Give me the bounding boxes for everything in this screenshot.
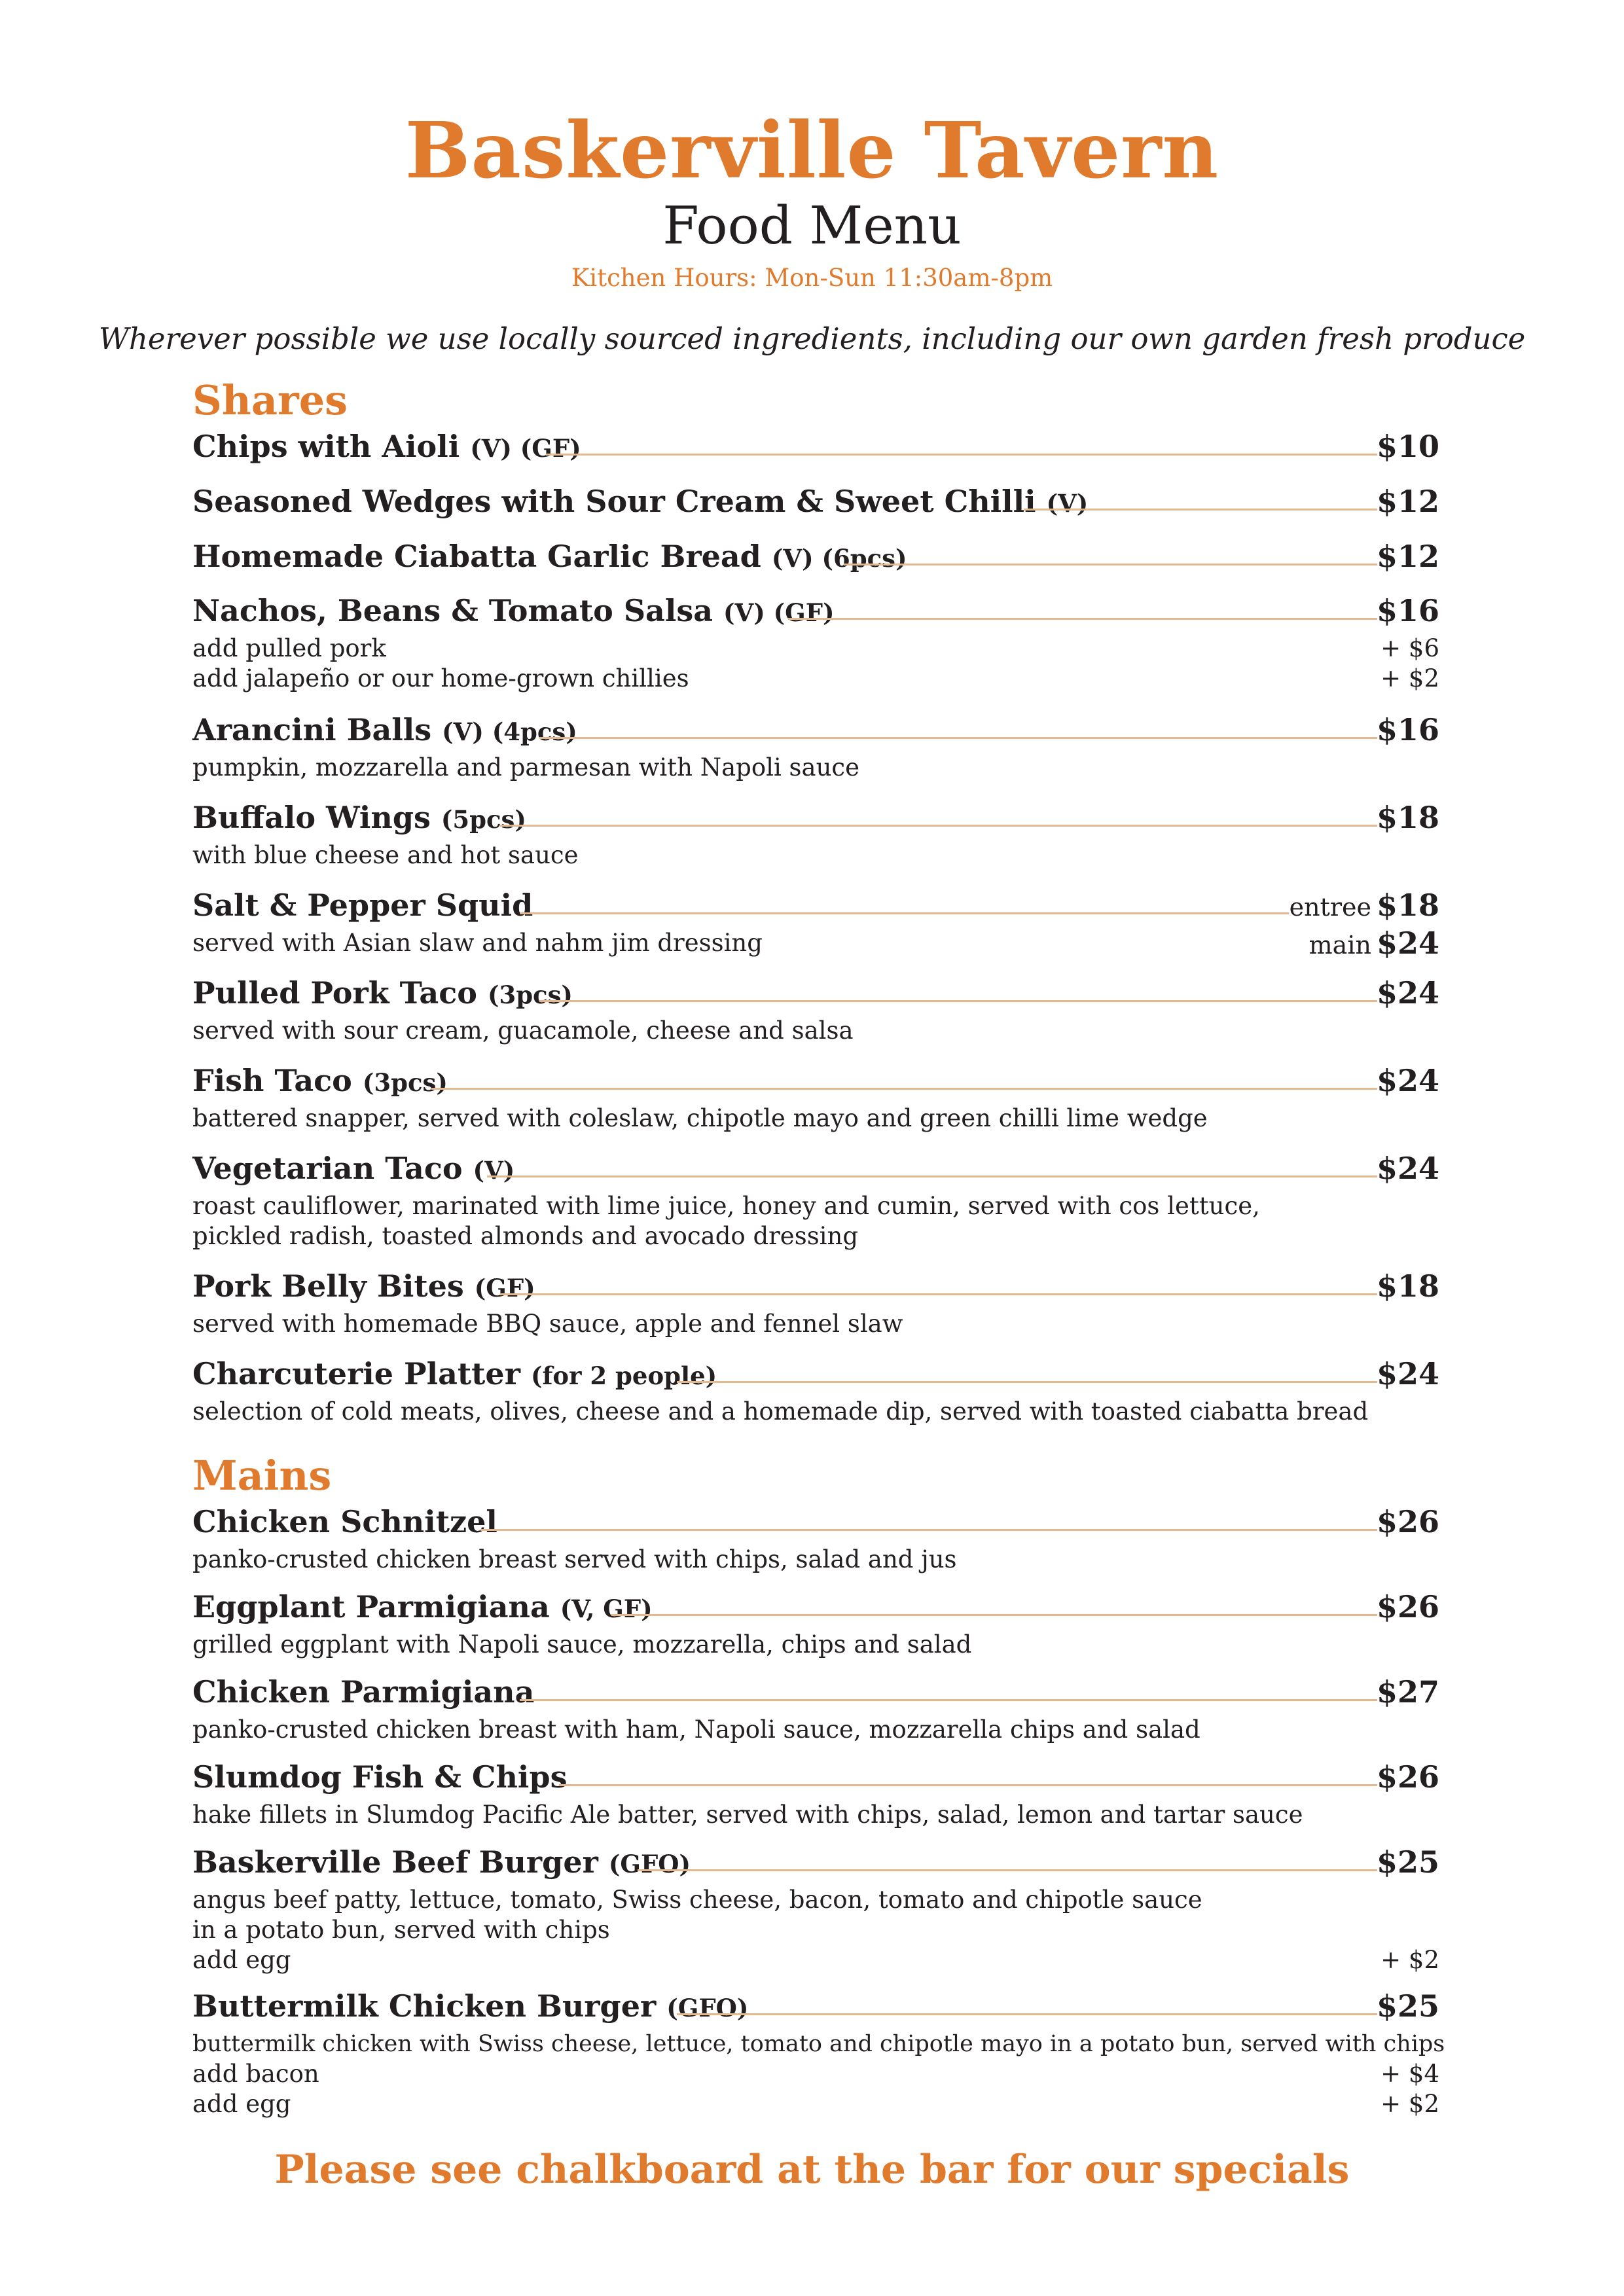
menu-item [192, 1351, 1439, 1427]
item-description: angus beef patty, lettuce, tomato, Swiss cheese, bacon, tomato and chipotle sauce [192, 1886, 1202, 1914]
menu-item [192, 707, 1439, 783]
item-price-entree: entree $18 [1289, 888, 1439, 923]
item-tags: (V) (6pcs) [771, 544, 907, 573]
addon-price: + $2 [1380, 1946, 1439, 1974]
item-description: panko-crusted chicken breast with ham, Napoli sauce, mozzarella chips and salad [192, 1715, 1200, 1744]
leader-line [431, 1088, 1377, 1090]
item-description: in a potato bun, served with chips [192, 1916, 610, 1944]
addon-text: add egg [192, 2090, 291, 2118]
item-tags: (V) [1046, 489, 1089, 518]
item-name: Arancini Balls (V) (4pcs) [192, 712, 577, 747]
item-description: pickled radish, toasted almonds and avocado dressing [192, 1222, 859, 1250]
item-description: selection of cold meats, olives, cheese and a homemade dip, served with toasted ciabatta bread [192, 1397, 1369, 1426]
addon-text: add egg [192, 1946, 291, 1974]
tagline: Wherever possible we use locally sourced ingredients, including our own garden fresh produce [98, 321, 1526, 356]
leader-line [539, 1000, 1377, 1002]
leader-line [677, 1381, 1377, 1383]
item-tags: (GFO) [666, 1994, 749, 2022]
menu-item [192, 1263, 1439, 1339]
item-price: $12 [1376, 484, 1439, 519]
section-heading-mains: Mains [192, 1452, 332, 1499]
menu-item [192, 882, 1439, 961]
addon-text: add bacon [192, 2060, 319, 2088]
menu-item [192, 423, 1439, 469]
item-price: $25 [1376, 1844, 1439, 1880]
kitchen-hours: Kitchen Hours: Mon-Sun 11:30am-8pm [571, 264, 1053, 292]
addon-price: + $2 [1380, 2090, 1439, 2118]
item-price: $26 [1376, 1504, 1439, 1539]
item-description: panko-crusted chicken breast served with chips, salad and jus [192, 1545, 957, 1573]
item-price: $12 [1376, 539, 1439, 574]
leader-line [487, 1175, 1377, 1177]
item-price: $25 [1376, 1988, 1439, 2024]
item-tags: (V) (4pcs) [442, 717, 577, 746]
menu-subtitle: Food Menu [662, 195, 962, 256]
item-name: Charcuterie Platter (for 2 people) [192, 1356, 717, 1391]
menu-item [192, 970, 1439, 1046]
addon-text: add jalapeño or our home-grown chillies [192, 664, 689, 692]
item-name: Fish Taco (3pcs) [192, 1063, 448, 1098]
item-tags: (GF) [474, 1274, 535, 1302]
leader-line [788, 618, 1377, 620]
menu-item [192, 1145, 1439, 1251]
item-tags: (3pcs) [362, 1068, 448, 1097]
item-price: $16 [1376, 593, 1439, 628]
item-name: Vegetarian Taco (V) [192, 1151, 515, 1186]
item-name: Eggplant Parmigiana (V, GF) [192, 1589, 653, 1624]
leader-line [677, 2013, 1377, 2015]
item-price: $27 [1376, 1674, 1439, 1710]
addon-price: + $6 [1380, 634, 1439, 662]
item-name: Slumdog Fish & Chips [192, 1759, 568, 1795]
menu-item [192, 1669, 1439, 1745]
item-price: $24 [1376, 1356, 1439, 1391]
item-description: roast cauliflower, marinated with lime juice, honey and cumin, served with cos lettuce, [192, 1192, 1260, 1220]
menu-item [192, 795, 1439, 870]
item-description: grilled eggplant with Napoli sauce, mozzarella, chips and salad [192, 1630, 972, 1659]
menu-item [192, 1499, 1439, 1575]
menu-item [192, 533, 1439, 579]
item-price: $24 [1376, 1151, 1439, 1186]
menu-item [192, 1754, 1439, 1830]
section-heading-shares: Shares [192, 376, 348, 424]
item-name: Seasoned Wedges with Sour Cream & Sweet Chilli (V) [192, 484, 1089, 519]
item-tags: (V) [473, 1156, 515, 1185]
item-price-main: main $24 [1308, 925, 1439, 961]
item-description: with blue cheese and hot sauce [192, 841, 579, 869]
item-tags: (3pcs) [487, 980, 573, 1009]
item-tags: (5pcs) [441, 805, 526, 834]
item-name: Nachos, Beans & Tomato Salsa (V) (GF) [192, 593, 835, 628]
item-name: Pork Belly Bites (GF) [192, 1268, 535, 1304]
item-name: Pulled Pork Taco (3pcs) [192, 975, 573, 1011]
item-tags: (V, GF) [560, 1594, 653, 1623]
menu-item [192, 1839, 1439, 1975]
item-description: served with homemade BBQ sauce, apple and fennel slaw [192, 1310, 903, 1338]
item-tags: (for 2 people) [530, 1361, 717, 1390]
menu-item [192, 1058, 1439, 1134]
leader-line [539, 737, 1377, 739]
leader-line [500, 1293, 1377, 1295]
item-price: $26 [1376, 1759, 1439, 1795]
leader-line [546, 454, 1377, 456]
item-description: battered snapper, served with coleslaw, chipotle mayo and green chilli lime wedge [192, 1104, 1208, 1132]
item-name: Baskerville Beef Burger (GFO) [192, 1844, 691, 1880]
item-description: pumpkin, mozzarella and parmesan with Napoli sauce [192, 753, 860, 781]
menu-item [192, 1983, 1445, 2119]
item-price: $16 [1376, 712, 1439, 747]
item-description: buttermilk chicken with Swiss cheese, lettuce, tomato and chipotle mayo in a potato bun, served with chips [192, 2031, 1445, 2057]
item-price: $18 [1376, 800, 1439, 835]
item-name: Chicken Schnitzel [192, 1504, 497, 1539]
item-name: Homemade Ciabatta Garlic Bread (V) (6pcs) [192, 539, 907, 574]
item-price: $26 [1376, 1589, 1439, 1624]
menu-item [192, 478, 1439, 524]
leader-line [500, 825, 1377, 827]
item-name: Chips with Aioli (V) (GF) [192, 429, 581, 464]
item-price: $24 [1376, 1063, 1439, 1098]
leader-line [520, 1699, 1377, 1701]
leader-line [844, 564, 1377, 565]
item-name: Salt & Pepper Squid [192, 888, 533, 923]
item-tags: (GFO) [608, 1850, 691, 1878]
item-name: Chicken Parmigiana [192, 1674, 535, 1710]
leader-line [1024, 509, 1377, 511]
item-description: served with sour cream, guacamole, cheese and salsa [192, 1016, 854, 1045]
addon-price: + $4 [1380, 2060, 1439, 2088]
item-description: hake fillets in Slumdog Pacific Ale batter, served with chips, salad, lemon and tartar sauce [192, 1801, 1303, 1829]
item-tags: (V) (GF) [470, 434, 581, 463]
leader-line [520, 912, 1289, 914]
item-description: served with Asian slaw and nahm jim dressing [192, 929, 763, 957]
specials-note: Please see chalkboard at the bar for our specials [274, 2147, 1350, 2193]
leader-line [559, 1784, 1377, 1786]
item-name: Buttermilk Chicken Burger (GFO) [192, 1988, 749, 2024]
leader-line [638, 1869, 1377, 1871]
item-name: Buffalo Wings (5pcs) [192, 800, 526, 835]
item-price: $24 [1376, 975, 1439, 1011]
price-label: entree [1289, 893, 1371, 922]
addon-text: add pulled pork [192, 634, 386, 662]
leader-line [480, 1529, 1377, 1531]
menu-item [192, 588, 1439, 694]
item-price: $10 [1376, 429, 1439, 464]
price-label: main [1308, 931, 1371, 960]
leader-line [611, 1614, 1377, 1616]
item-price: $18 [1376, 1268, 1439, 1304]
addon-price: + $2 [1380, 664, 1439, 692]
menu-item [192, 1584, 1439, 1660]
restaurant-title: Baskerville Tavern [405, 105, 1219, 196]
item-tags: (V) (GF) [723, 598, 835, 627]
